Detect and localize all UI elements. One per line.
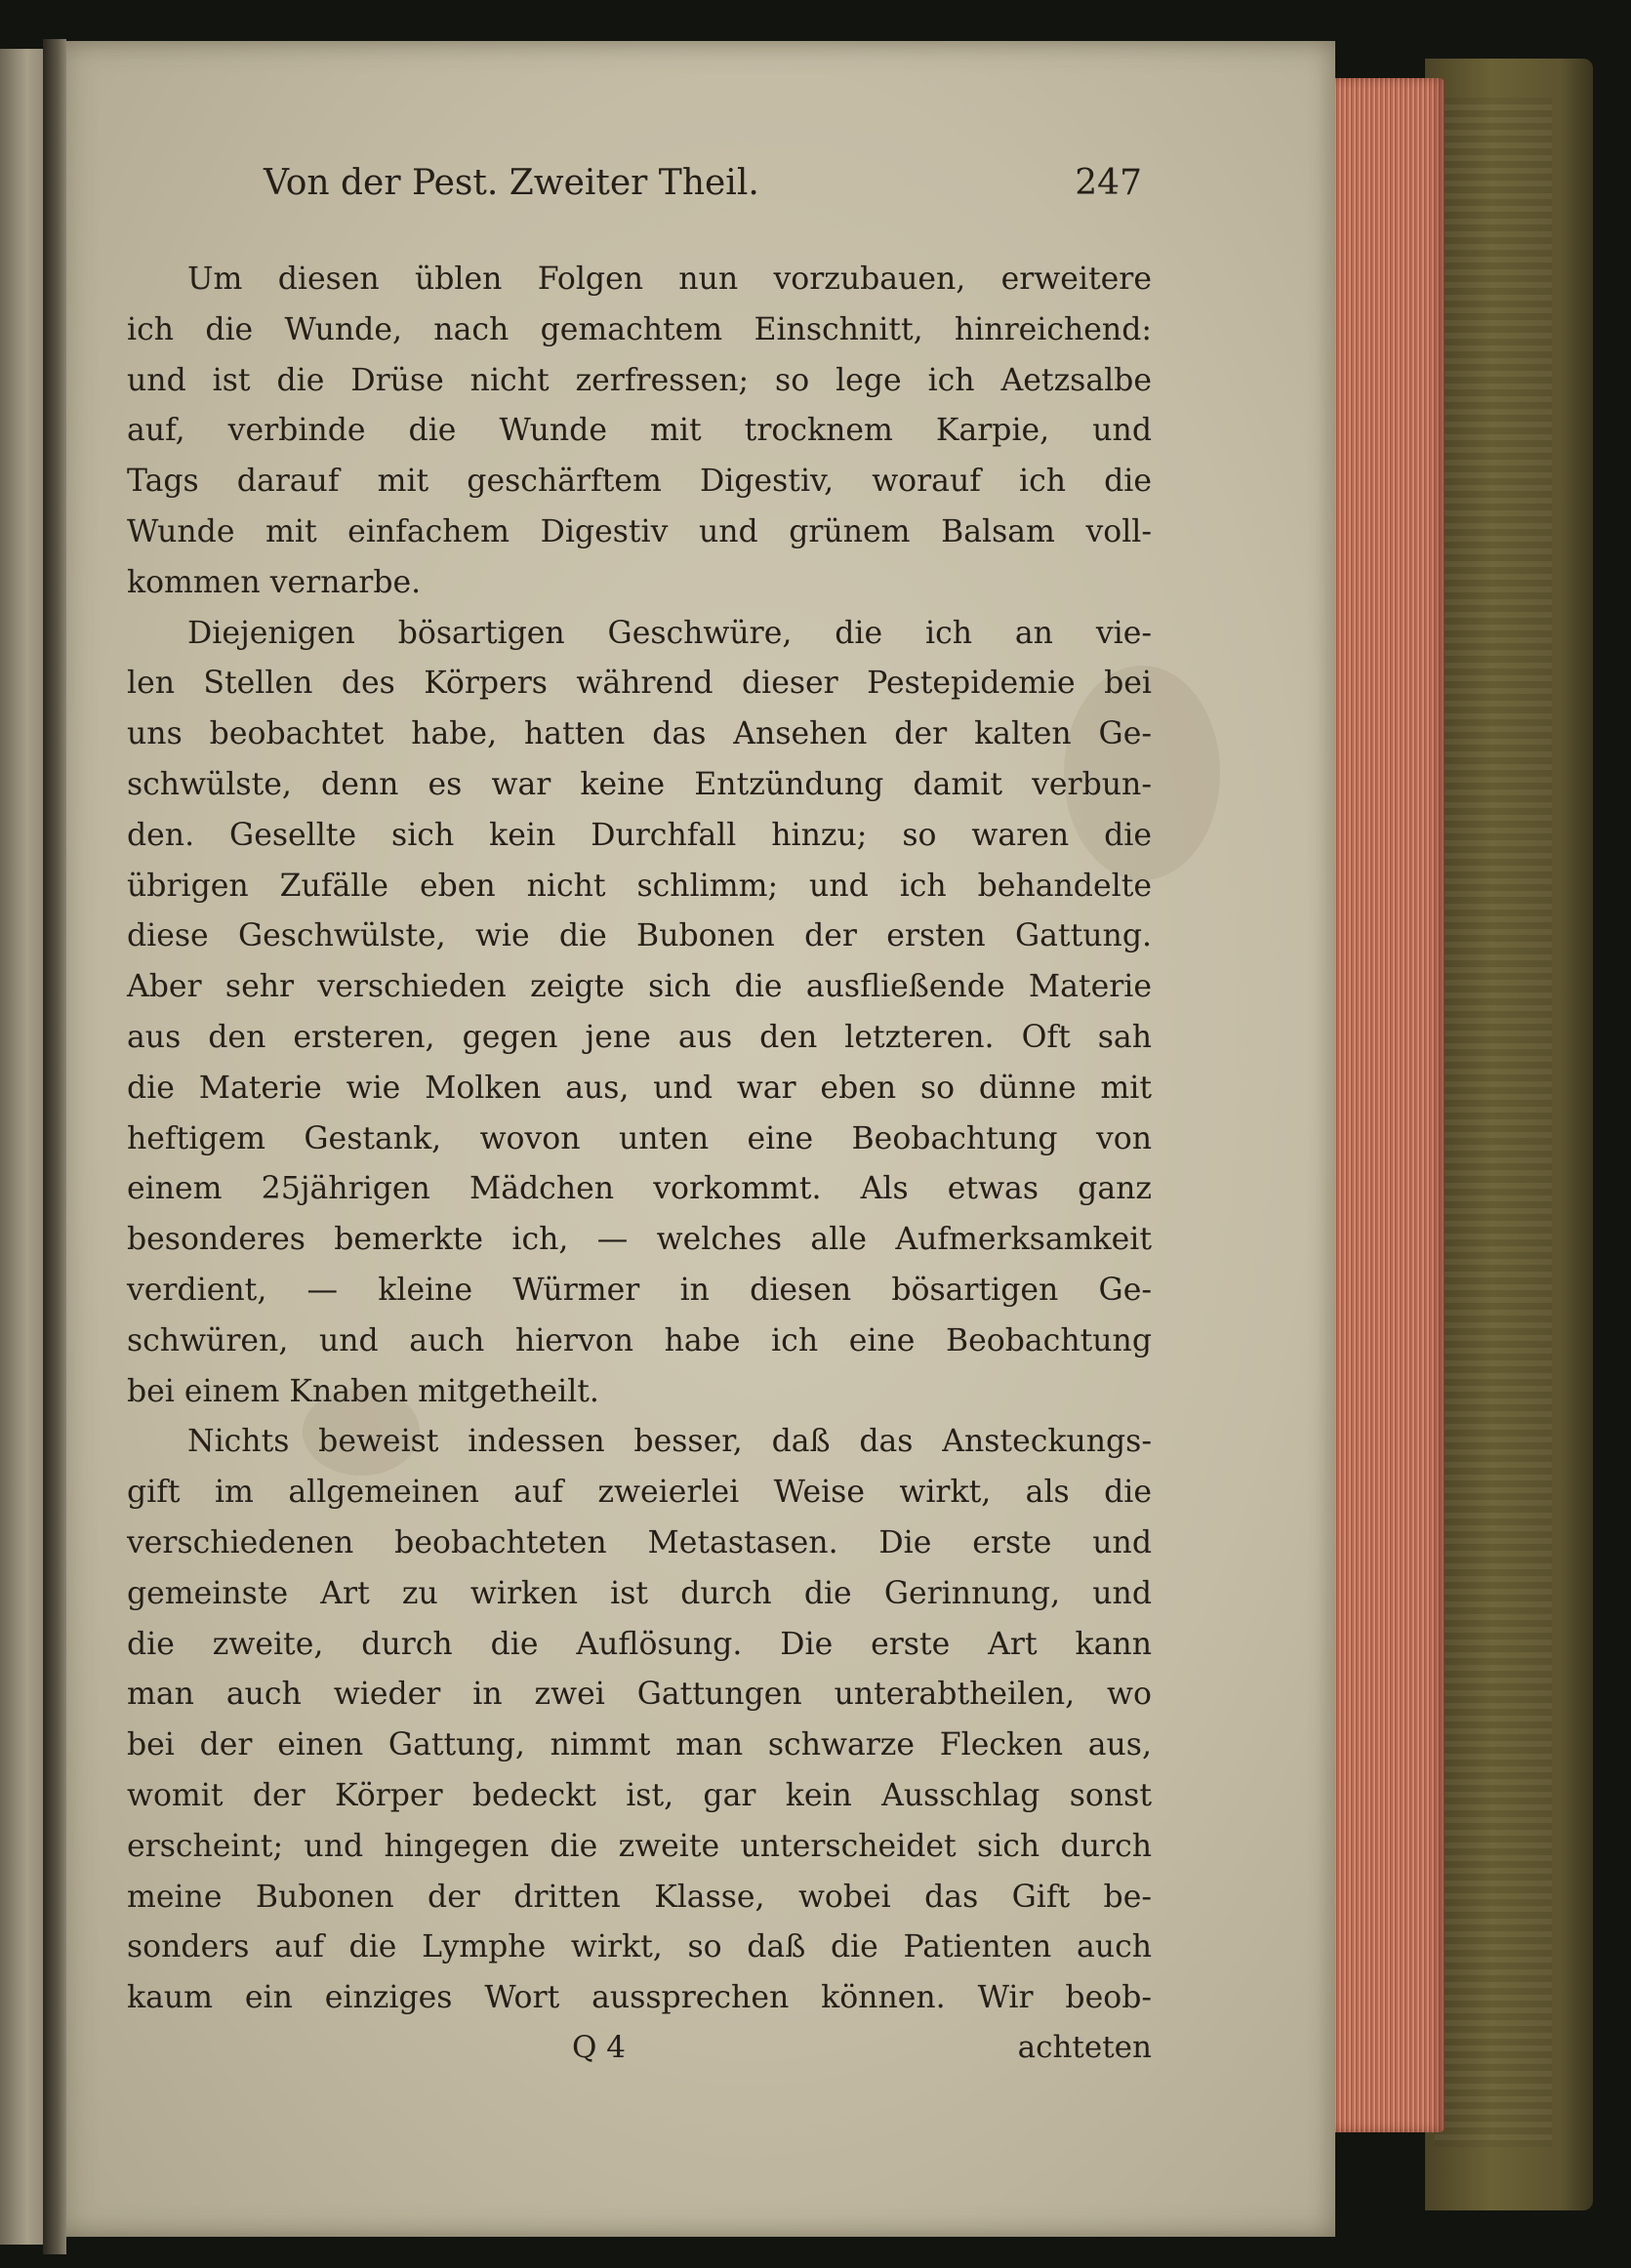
book-page [49, 41, 1335, 2237]
text-line: erscheint; und hingegen die zweite unterscheidet sich durch [127, 1828, 1152, 1864]
text-line: schwülste, denn es war keine Entzündung damit verbun- [127, 766, 1152, 802]
text-line: len Stellen des Körpers während dieser Pestepidemie bei [127, 666, 1152, 702]
page-footer [127, 2030, 1152, 2088]
text-line: uns beobachtet habe, hatten das Ansehen der kalten Ge- [127, 716, 1152, 752]
paragraph [127, 1417, 1152, 2024]
facing-page-edge [0, 49, 49, 2245]
text-line: auf, verbinde die Wunde mit trocknem Karpie, und [127, 413, 1152, 449]
book-cover-board [1425, 59, 1593, 2210]
text-line: Diejenigen bösartigen Geschwüre, die ich an vie- [187, 615, 1152, 651]
signature-mark: Q 4 [572, 2029, 626, 2065]
text-line: die zweite, durch die Auflösung. Die erste Art kann [127, 1626, 1152, 1662]
body-text [127, 255, 1152, 2024]
text-line: Wunde mit einfachem Digestiv und grünem Balsam voll- [127, 513, 1152, 549]
text-line: diese Geschwülste, wie die Bubonen der ersten Gattung. [127, 918, 1152, 954]
text-line: aus den ersteren, gegen jene aus den letzteren. Oft sah [127, 1019, 1152, 1055]
text-line: Aber sehr verschieden zeigte sich die ausfließende Materie [127, 969, 1152, 1005]
text-line: meine Bubonen der dritten Klasse, wobei das Gift be- [127, 1879, 1152, 1915]
text-line: bei einem Knaben mitgetheilt. [127, 1373, 599, 1409]
text-line: übrigen Zufälle eben nicht schlimm; und ich behandelte [127, 868, 1152, 904]
page-edges [1327, 78, 1445, 2132]
running-head-title: Von der Pest. Zweiter Theil. [264, 163, 759, 203]
text-line: Um diesen üblen Folgen nun vorzubauen, erweitere [187, 262, 1152, 297]
text-line: man auch wieder in zwei Gattungen unterabtheilen, wo [127, 1677, 1152, 1713]
text-line: womit der Körper bedeckt ist, gar kein Ausschlag sonst [127, 1777, 1152, 1813]
page-text-block [127, 163, 1152, 2088]
text-line: kommen vernarbe. [127, 564, 422, 600]
text-line: verdient, — kleine Würmer in diesen bösartigen Ge- [127, 1272, 1152, 1308]
book-gutter [43, 39, 66, 2254]
text-line: die Materie wie Molken aus, und war eben so dünne mit [127, 1070, 1152, 1106]
text-line: heftigem Gestank, wovon unten eine Beobachtung von [127, 1120, 1152, 1156]
catchword: achteten [1017, 2029, 1152, 2065]
text-line: einem 25jährigen Mädchen vorkommt. Als etwas ganz [127, 1171, 1152, 1207]
text-line: Tags darauf mit geschärftem Digestiv, worauf ich die [127, 464, 1152, 500]
text-line: Nichts beweist indessen besser, daß das Ansteckungs- [187, 1424, 1152, 1460]
text-line: den. Gesellte sich kein Durchfall hinzu; so waren die [127, 817, 1152, 853]
text-line: sonders auf die Lymphe wirkt, so daß die Patienten auch [127, 1929, 1152, 1965]
running-head [127, 163, 1152, 225]
text-line: und ist die Drüse nicht zerfressen; so lege ich Aetzsalbe [127, 362, 1152, 398]
paragraph [127, 255, 1152, 609]
paragraph [127, 609, 1152, 1418]
text-line: verschiedenen beobachteten Metastasen. Die erste und [127, 1524, 1152, 1560]
text-line: gemeinste Art zu wirken ist durch die Gerinnung, und [127, 1575, 1152, 1611]
text-line: bei der einen Gattung, nimmt man schwarze Flecken aus, [127, 1727, 1152, 1763]
text-line: gift im allgemeinen auf zweierlei Weise wirkt, als die [127, 1475, 1152, 1511]
text-line: kaum ein einziges Wort aussprechen können. Wir beob- [127, 1980, 1152, 2016]
text-line: ich die Wunde, nach gemachtem Einschnitt, hinreichend: [127, 311, 1152, 347]
text-line: besonderes bemerkte ich, — welches alle Aufmerksamkeit [127, 1222, 1152, 1258]
page-number: 247 [1075, 163, 1142, 203]
text-line: schwüren, und auch hiervon habe ich eine Beobachtung [127, 1322, 1152, 1358]
